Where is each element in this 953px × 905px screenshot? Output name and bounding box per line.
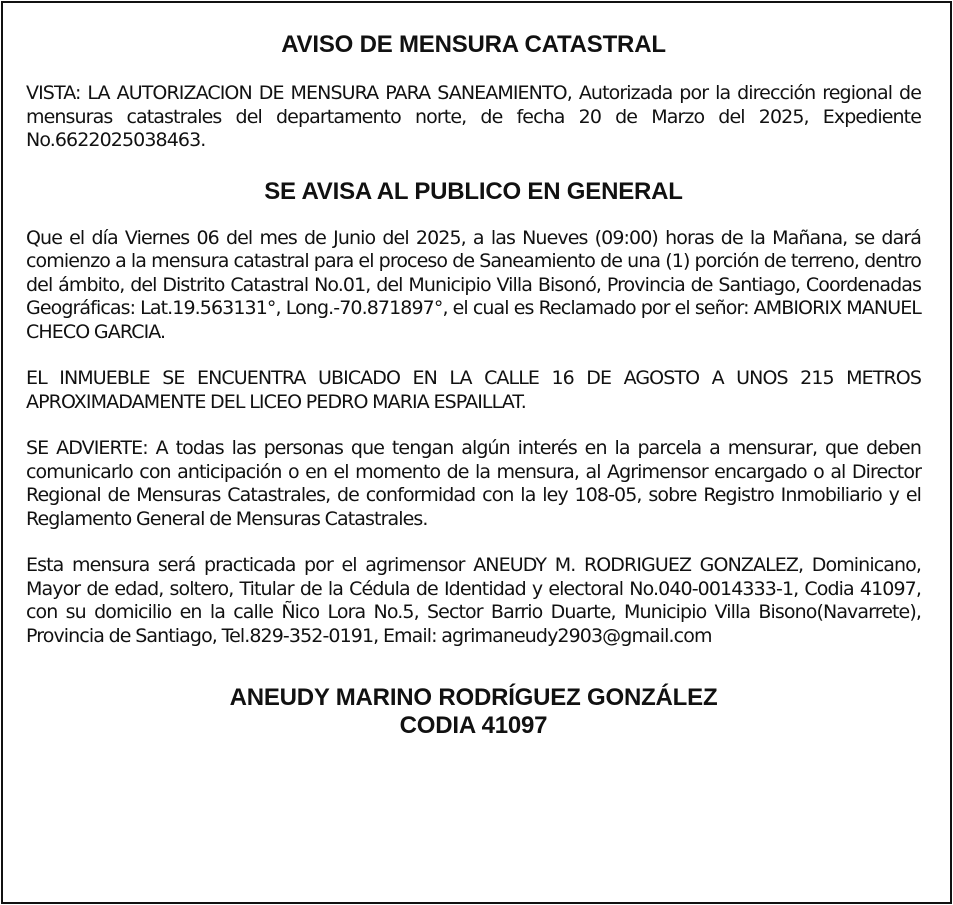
location-paragraph: EL INMUEBLE SE ENCUENTRA UBICADO EN LA CALLE 16 DE AGOSTO A UNOS 215 METROS APROXIMADAMENTE DEL LICEO PEDRO MARIA ESPAILLAT. bbox=[26, 367, 921, 413]
notice-body bbox=[26, 30, 921, 740]
signature-name: ANEUDY MARINO RODRÍGUEZ GONZÁLEZ bbox=[229, 684, 718, 711]
surveyor-paragraph: Esta mensura será practicada por el agrimensor ANEUDY M. RODRIGUEZ GONZALEZ, Dominicano, Mayor de edad, soltero, Titular de la Cédula de Identidad y electoral No.040-0014333-1, Codia 41097, con su domicilio en la calle Ñico Lora No.5, Sector Barrio Duarte, Municipio Villa Bisono(Navarrete), Provincia de Santiago, Tel.829-352-0191, Email: agrimaneudy2903@gmail.com bbox=[26, 554, 921, 647]
vista-paragraph: VISTA: LA AUTORIZACION DE MENSURA PARA SANEAMIENTO, Autorizada por la dirección regional de mensuras catastrales del departamento norte, de fecha 20 de Marzo del 2025, Expediente No.6622025038463. bbox=[26, 82, 921, 151]
signature-codia: CODIA 41097 bbox=[399, 712, 548, 739]
schedule-paragraph: Que el día Viernes 06 del mes de Junio del 2025, a las Nueves (09:00) horas de la Mañana, se dará comienzo a la mensura catastral para el proceso de Saneamiento de una (1) porción de terreno, dentro del ámbito, del Distrito Catastral No.01, del Municipio Villa Bisonó, Provincia de Santiago, Coordenadas Geográficas: Lat.19.563131°, Long.-70.871897°, el cual es Reclamado por el señor: AMBIORIX MANUEL CHECO GARCIA. bbox=[26, 226, 921, 343]
signature-block bbox=[26, 684, 921, 740]
notice-subtitle: SE AVISA AL PUBLICO EN GENERAL bbox=[264, 177, 683, 205]
notice-title: AVISO DE MENSURA CATASTRAL bbox=[281, 31, 666, 58]
warning-paragraph: SE ADVIERTE: A todas las personas que tengan algún interés en la parcela a mensurar, que deben comunicarlo con anticipación o en el momento de la mensura, al Agrimensor encargado o al Director Regional de Mensuras Catastrales, de conformidad con la ley 108-05, sobre Registro Inmobiliario y el Reglamento General de Mensuras Catastrales. bbox=[26, 437, 921, 530]
